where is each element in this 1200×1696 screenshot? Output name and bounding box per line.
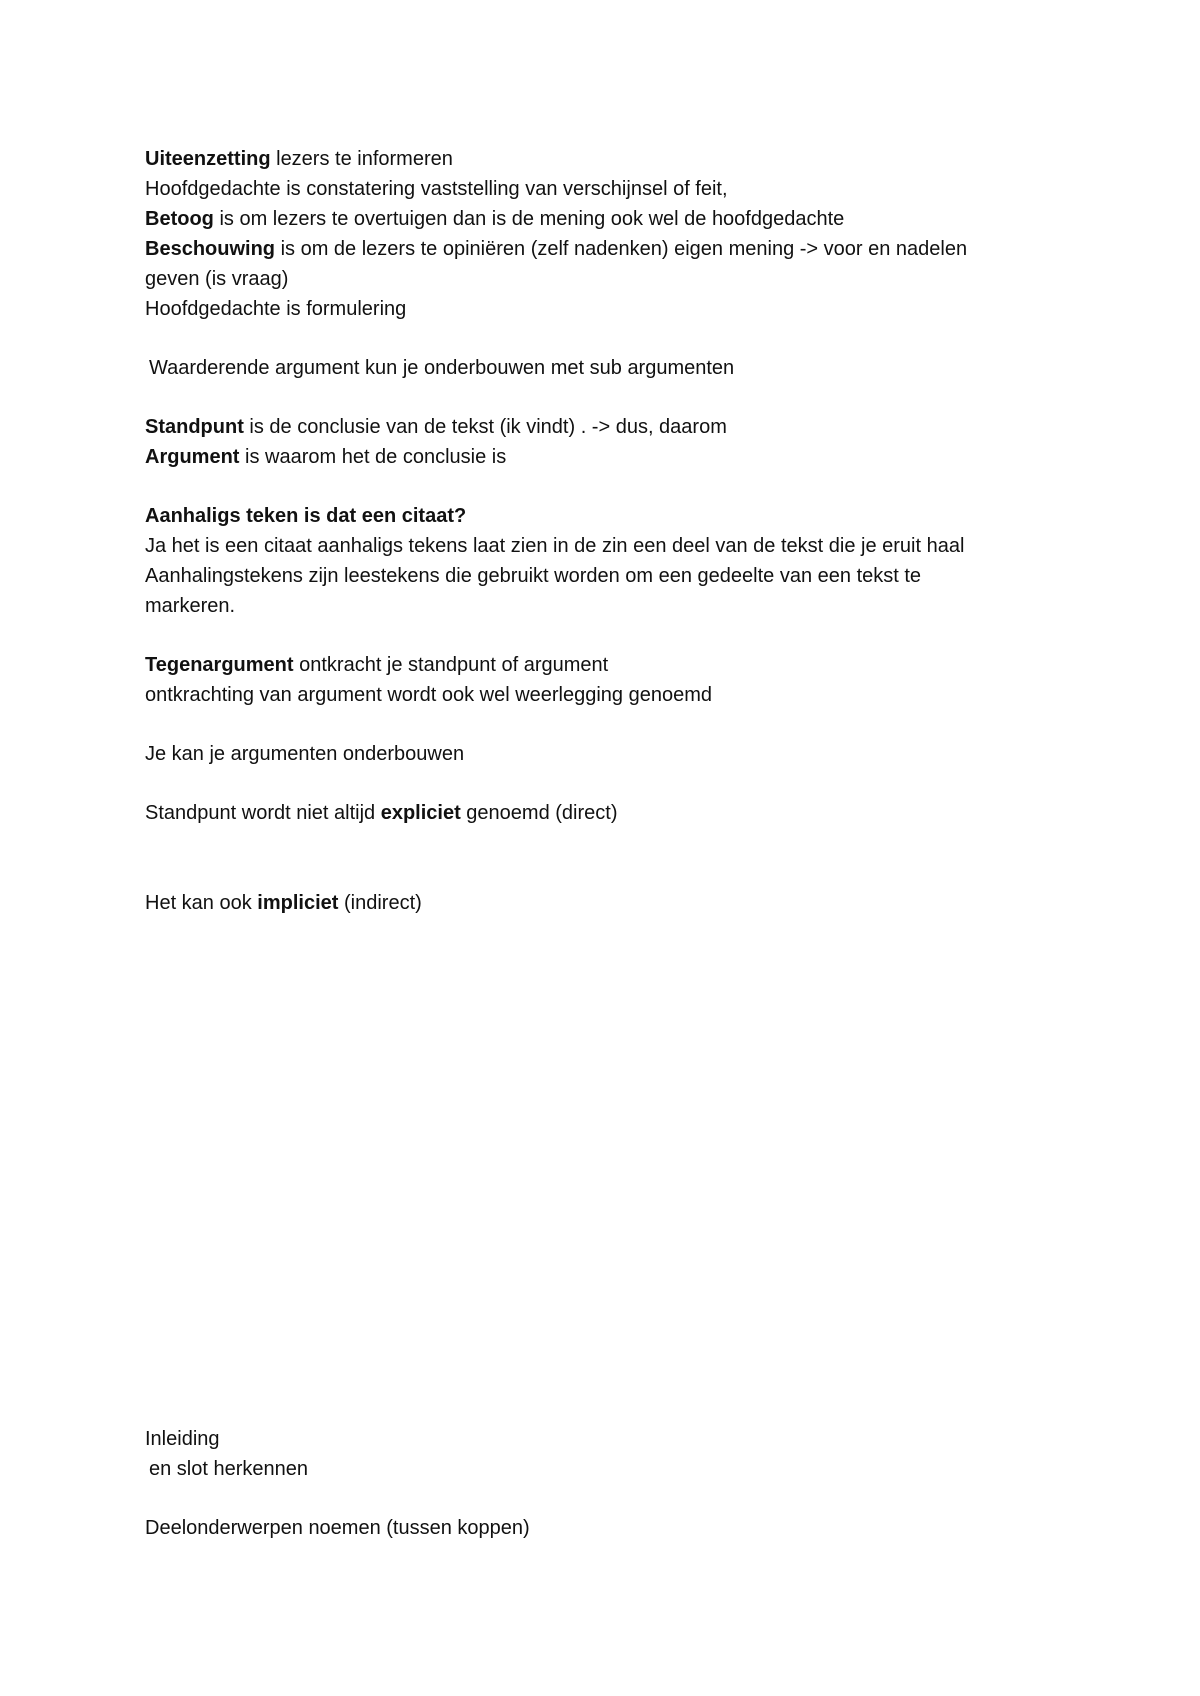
text-impliciet-post: (indirect)	[338, 892, 422, 914]
text-tegenargument: ontkracht je standpunt of argument	[293, 654, 609, 676]
text-betoog: is om lezers te overtuigen dan is de mening ook wel de hoofdgedachte	[213, 208, 845, 230]
text-inleiding: Inleiding	[145, 1428, 220, 1450]
paragraph-uiteenzetting	[145, 145, 453, 173]
paragraph-ontkrachting	[145, 681, 712, 709]
term-beschouwing: Beschouwing	[145, 238, 276, 260]
paragraph-aanhalingstekens	[145, 562, 921, 590]
text-impliciet-pre: Het kan ook	[145, 892, 258, 914]
paragraph-impliciet	[145, 889, 422, 917]
paragraph-expliciet	[145, 799, 618, 827]
term-argument: Argument	[145, 446, 240, 468]
text-hoofdgedachte-1: Hoofdgedachte is constatering vaststelling van verschijnsel of feit,	[145, 178, 728, 200]
text-slot: en slot herkennen	[149, 1458, 309, 1480]
text-beschouwing: is om de lezers te opiniëren (zelf nadenken) eigen mening -> voor en nadelen	[275, 238, 968, 260]
paragraph-waarderende	[149, 354, 734, 382]
text-aanhalingstekens: Aanhalingstekens zijn leestekens die gebruikt worden om een gedeelte van een tekst te	[145, 565, 922, 587]
term-uiteenzetting: Uiteenzetting	[145, 148, 271, 170]
text-citaat: Ja het is een citaat aanhaligs tekens laat zien in de zin een deel van de tekst die je eruit haal	[145, 535, 965, 557]
paragraph-onderbouwen	[145, 740, 464, 768]
paragraph-inleiding	[145, 1425, 220, 1453]
paragraph-hoofdgedachte-1	[145, 175, 728, 203]
term-impliciet: impliciet	[257, 892, 339, 914]
paragraph-tegenargument	[145, 651, 608, 679]
paragraph-betoog	[145, 205, 844, 233]
text-waarderende: Waarderende argument kun je onderbouwen met sub argumenten	[149, 357, 735, 379]
heading-aanhaligs	[145, 502, 466, 530]
paragraph-markeren	[145, 592, 235, 620]
question-aanhaligs: Aanhaligs teken is dat een citaat?	[145, 505, 467, 527]
text-expliciet-pre: Standpunt wordt niet altijd	[145, 802, 381, 824]
text-argument: is waarom het de conclusie is	[239, 446, 507, 468]
paragraph-deelonderwerpen	[145, 1514, 530, 1542]
paragraph-beschouwing	[145, 235, 967, 263]
paragraph-argument	[145, 443, 506, 471]
text-deelonderwerpen: Deelonderwerpen noemen (tussen koppen)	[145, 1517, 530, 1539]
text-hoofdgedachte-2: Hoofdgedachte is formulering	[145, 298, 407, 320]
text-ontkrachting: ontkrachting van argument wordt ook wel weerlegging genoemd	[145, 684, 713, 706]
text-uiteenzetting: lezers te informeren	[270, 148, 453, 170]
paragraph-standpunt	[145, 413, 727, 441]
paragraph-geven	[145, 265, 288, 293]
paragraph-citaat	[145, 532, 964, 560]
paragraph-slot	[149, 1455, 308, 1483]
text-standpunt: is de conclusie van de tekst (ik vindt) . -> dus, daarom	[243, 416, 727, 438]
term-expliciet: expliciet	[380, 802, 461, 824]
term-betoog: Betoog	[145, 208, 214, 230]
term-tegenargument: Tegenargument	[145, 654, 294, 676]
text-geven: geven (is vraag)	[145, 268, 289, 290]
text-expliciet-post: genoemd (direct)	[460, 802, 618, 824]
term-standpunt: Standpunt	[145, 416, 244, 438]
text-markeren: markeren.	[145, 595, 236, 617]
paragraph-hoofdgedachte-2	[145, 295, 406, 323]
text-onderbouwen: Je kan je argumenten onderbouwen	[145, 743, 465, 765]
